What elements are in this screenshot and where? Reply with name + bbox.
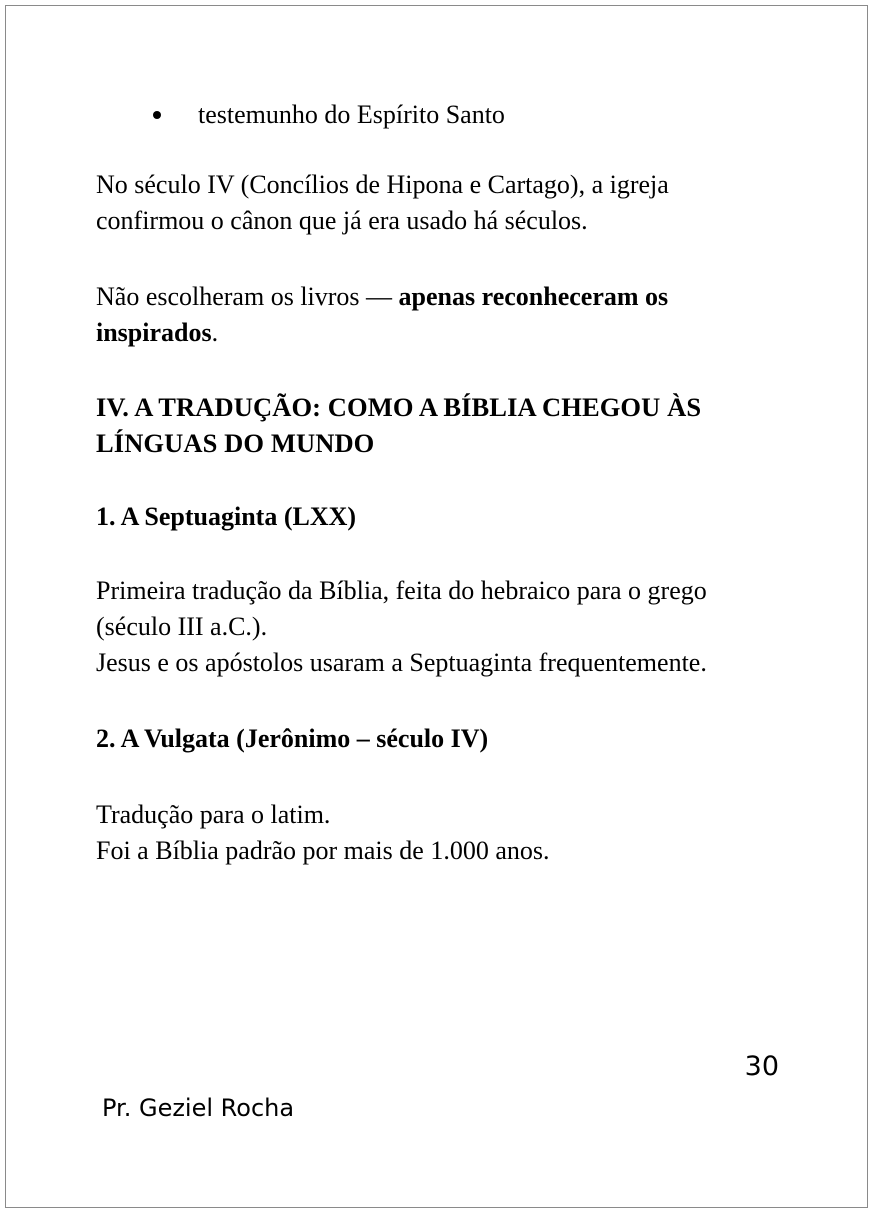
- section-heading: IV. A TRADUÇÃO: COMO A BÍBLIA CHEGOU ÀS LÍNGUAS DO MUNDO: [96, 392, 702, 458]
- spacer: [96, 535, 786, 573]
- spacer: [96, 461, 786, 499]
- subsection-2-body: Tradução para o latim. Foi a Bíblia padrão por mais de 1.000 anos.: [96, 800, 550, 865]
- list-item: [96, 98, 786, 132]
- paragraph-recognition-lead: Não escolheram os livros —: [96, 282, 399, 311]
- paragraph-recognition-emphasis: apenas reconheceram os inspirados: [96, 282, 669, 347]
- document-page: [5, 5, 868, 1208]
- subsection-1-body: Primeira tradução da Bíblia, feita do hebraico para o grego (século III a.C.). Jesus e os apóstolos usaram a Septuaginta frequentemente.: [96, 576, 707, 677]
- spacer: [96, 351, 786, 389]
- spacer: [96, 681, 786, 721]
- bullet-point-icon: [153, 111, 161, 119]
- paragraph-recognition-tail: .: [211, 318, 219, 347]
- page-content: [96, 98, 786, 869]
- spacer: [96, 239, 786, 279]
- paragraph-recognition: [96, 279, 781, 351]
- subsection-2-title: 2. A Vulgata (Jerônimo – século IV): [96, 724, 489, 753]
- paragraph-council: No século IV (Concílios de Hipona e Cartago), a igreja confirmou o cânon que já era usado há séculos.: [96, 170, 669, 235]
- author-byline: Pr. Geziel Rocha: [102, 1094, 295, 1122]
- spacer: [96, 132, 786, 167]
- page-number: 30: [744, 1051, 779, 1082]
- subsection-1-title: 1. A Septuaginta (LXX): [96, 502, 357, 531]
- spacer: [96, 757, 786, 797]
- list-item-label: testemunho do Espírito Santo: [198, 100, 505, 129]
- bullet-list: [96, 98, 786, 132]
